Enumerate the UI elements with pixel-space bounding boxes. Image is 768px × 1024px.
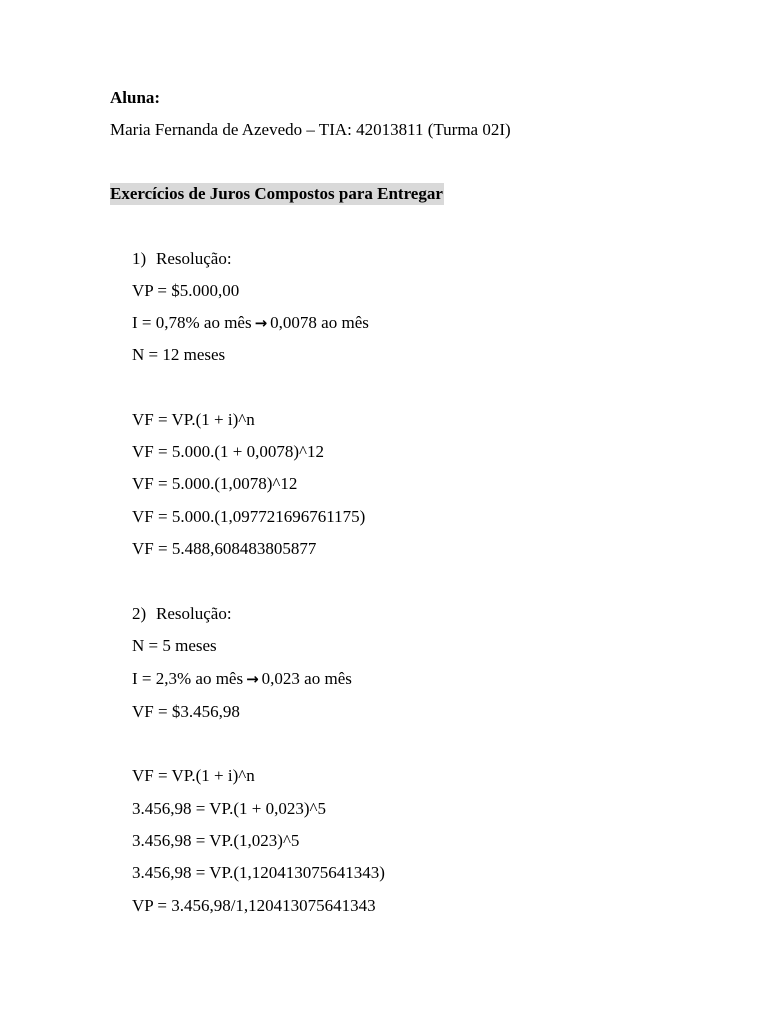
title-highlight: Exercícios de Juros Compostos para Entregar: [110, 184, 443, 203]
exercise-1-heading-text: Resolução:: [156, 249, 232, 268]
exercise-2-step: 3.456,98 = VP.(1,120413075641343): [132, 863, 385, 882]
exercise-2-n: N = 5 meses: [132, 636, 217, 655]
arrow-right-icon: →: [246, 670, 259, 688]
exercise-1-n: N = 12 meses: [132, 345, 226, 364]
exercise-1-rate: [132, 313, 369, 333]
exercise-2-heading-text: Resolução:: [156, 604, 232, 623]
exercise-1-step: VF = 5.488,608483805877: [132, 539, 317, 558]
exercise-2-number: 2): [132, 604, 147, 623]
exercise-2-step: VF = VP.(1 + i)^n: [132, 766, 255, 785]
exercise-2-heading: [132, 604, 232, 624]
exercise-1-number: 1): [132, 249, 147, 268]
exercise-2-step: 3.456,98 = VP.(1 + 0,023)^5: [132, 799, 327, 818]
exercise-1-step: VF = 5.000.(1,0078)^12: [132, 474, 298, 493]
exercise-1-rate-left: I = 0,78% ao mês: [132, 313, 252, 332]
exercise-1-step: VF = 5.000.(1 + 0,0078)^12: [132, 442, 324, 461]
exercise-2-rate: [132, 669, 352, 689]
student-label: Aluna:: [110, 88, 161, 107]
exercise-2-vf: VF = $3.456,98: [132, 702, 240, 721]
exercise-1-step: VF = 5.000.(1,097721696761175): [132, 507, 366, 526]
exercise-2-step: VP = 3.456,98/1,120413075641343: [132, 896, 376, 915]
exercise-2-rate-right: 0,023 ao mês: [261, 669, 352, 688]
student-info: Maria Fernanda de Azevedo – TIA: 42013811 (Turma 02I): [110, 120, 511, 139]
exercise-1-heading: [132, 249, 232, 269]
exercise-1-vp: VP = $5.000,00: [132, 281, 240, 300]
document-title: [110, 184, 444, 204]
exercise-1-rate-right: 0,0078 ao mês: [270, 313, 369, 332]
exercise-2-rate-left: I = 2,3% ao mês: [132, 669, 244, 688]
arrow-right-icon: →: [254, 314, 268, 332]
exercise-2-step: 3.456,98 = VP.(1,023)^5: [132, 831, 300, 850]
exercise-1-step: VF = VP.(1 + i)^n: [132, 410, 255, 429]
